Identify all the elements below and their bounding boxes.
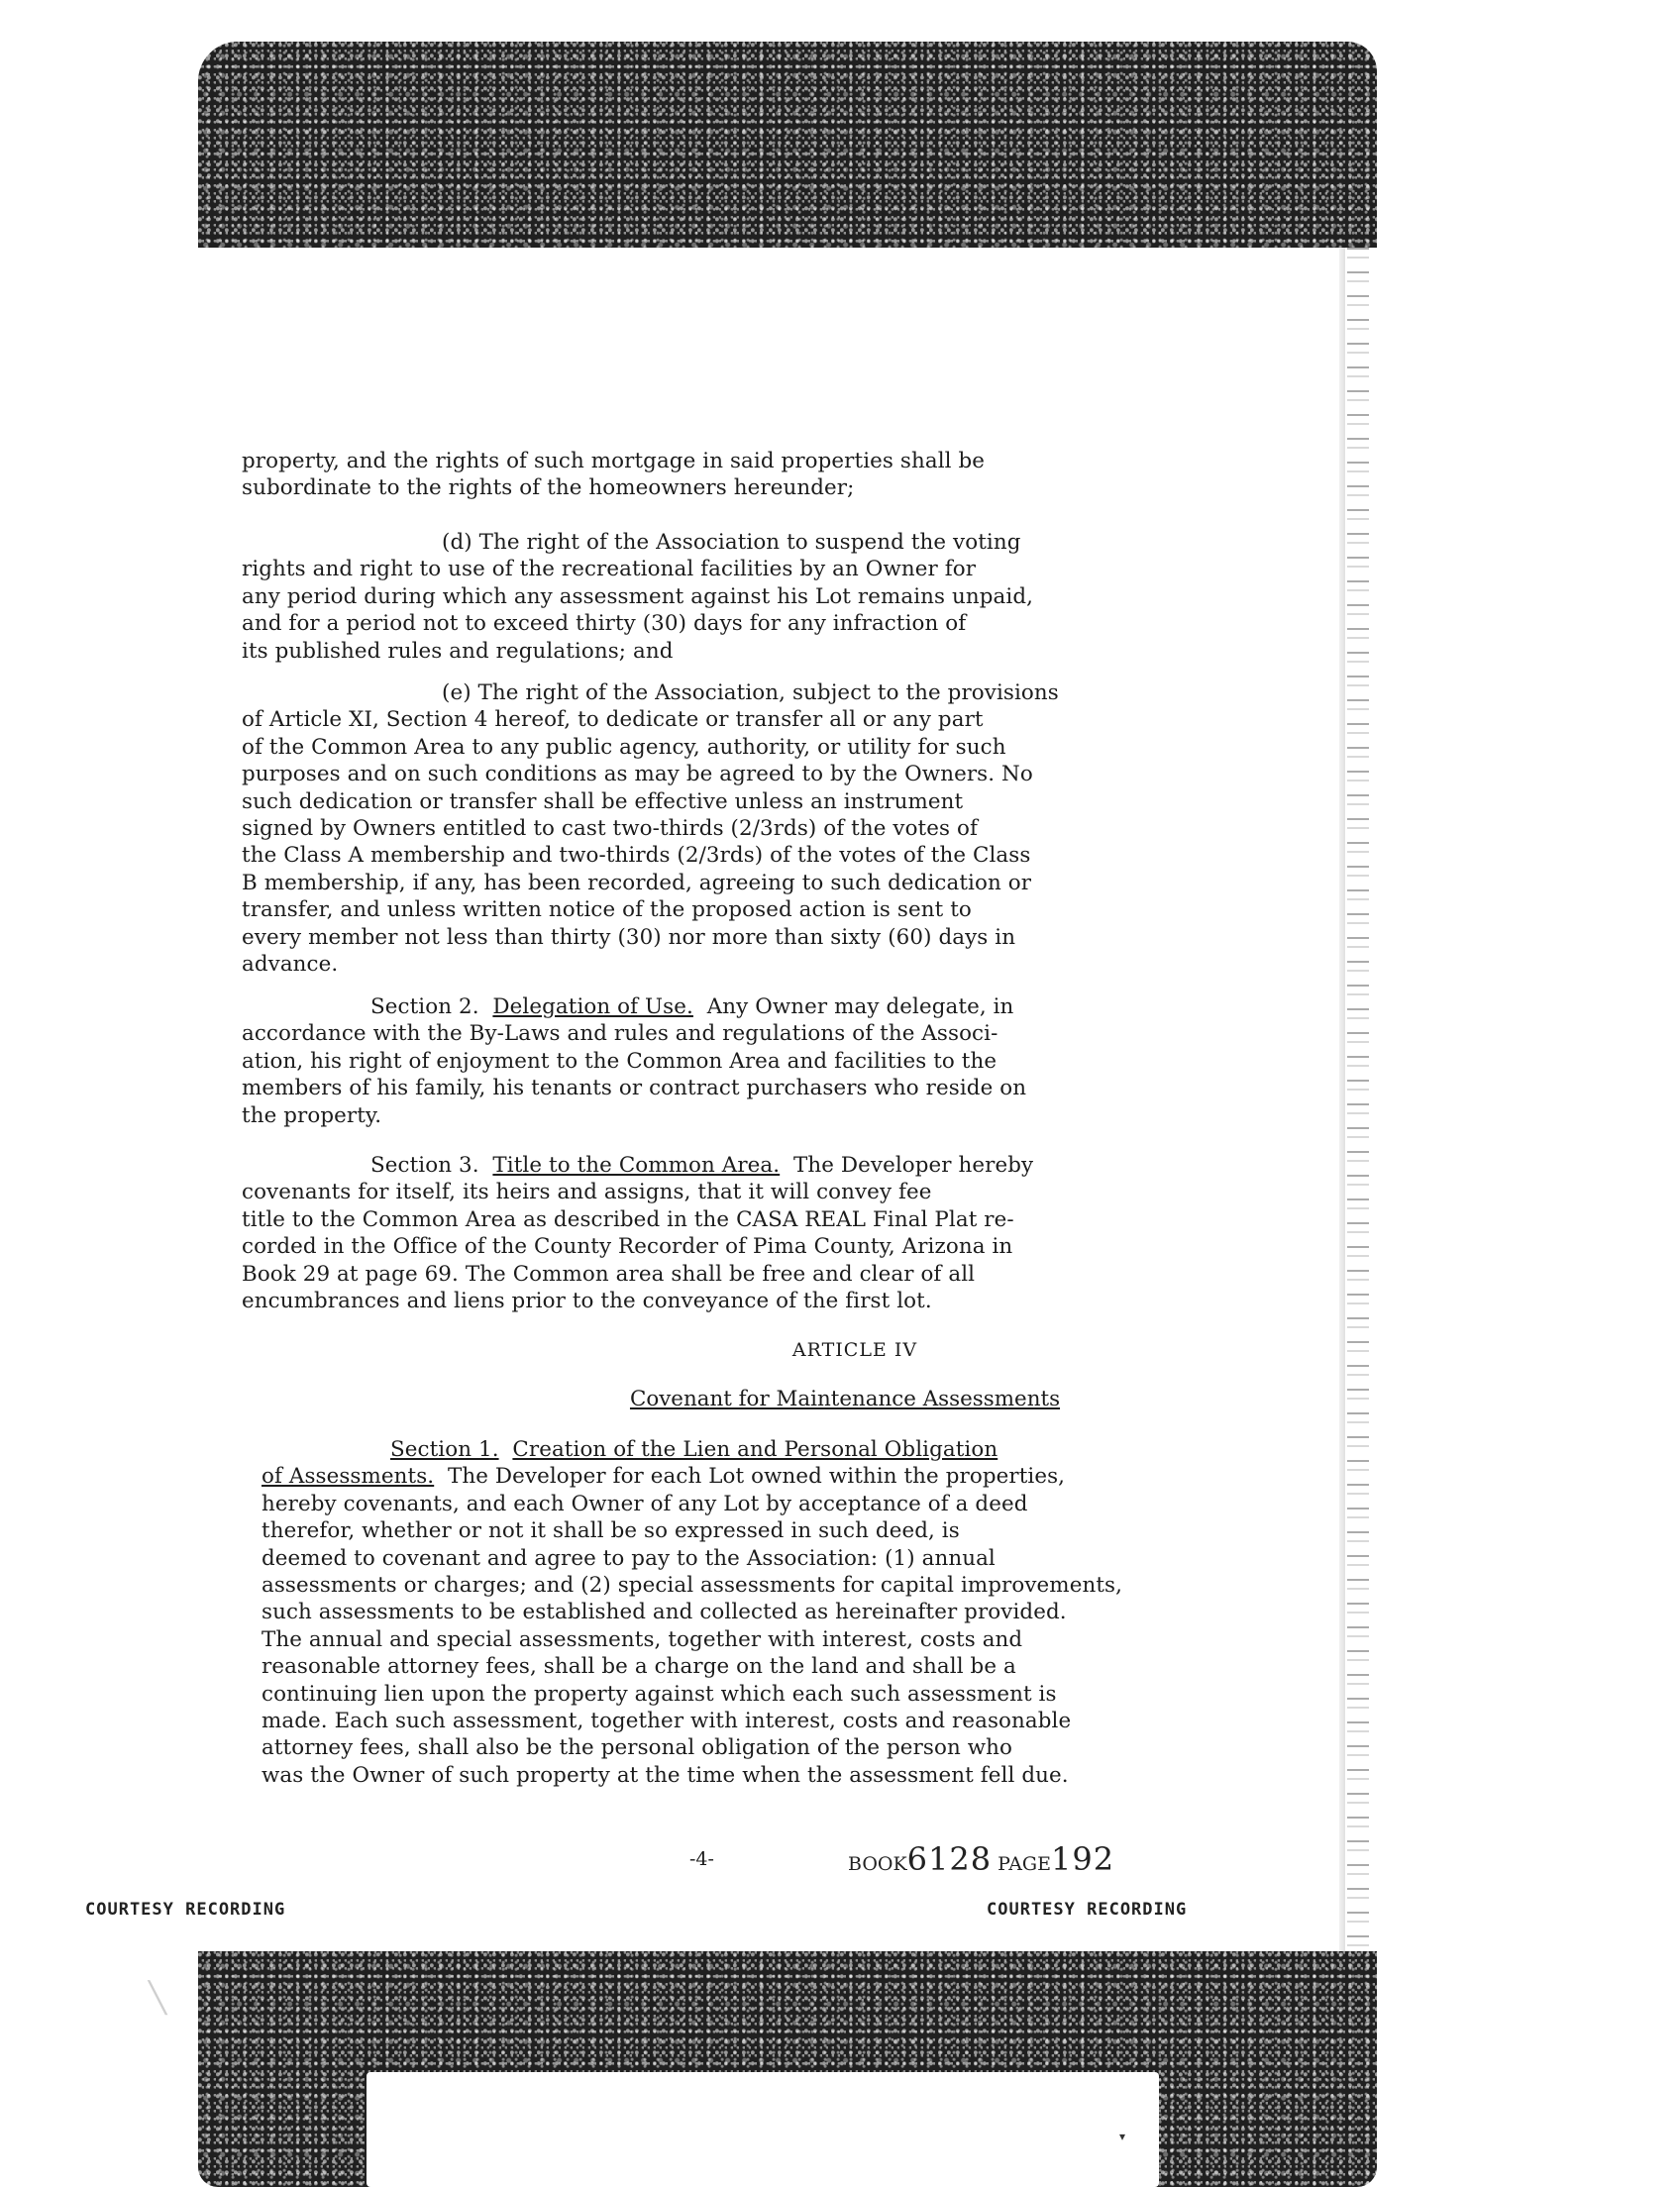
text-line: accordance with the By-Laws and rules and regulations of the Associ- <box>242 1021 998 1047</box>
text-line: every member not less than thirty (30) nor more than sixty (60) days in <box>242 924 1016 950</box>
section-number: Section 2. <box>370 994 479 1019</box>
article-heading-text: Covenant for Maintenance Assessments <box>629 1387 1061 1411</box>
page-label: PAGE <box>998 1853 1051 1875</box>
text-line: and for a period not to exceed thirty (30) days for any infraction of <box>242 611 967 637</box>
book-number: 6128 <box>906 1840 993 1878</box>
text-line: corded in the Office of the County Recorder of Pima County, Arizona in <box>242 1234 1013 1260</box>
text-line: subordinate to the rights of the homeowners hereunder; <box>242 475 855 501</box>
section-title-continued: of Assessments. <box>262 1464 435 1490</box>
text-line: The annual and special assessments, together with interest, costs and <box>262 1626 1023 1652</box>
text-line: made. Each such assessment, together with interest, costs and reasonable <box>262 1708 1072 1733</box>
section-heading-line <box>262 1436 1212 1463</box>
section-heading-line <box>242 1152 1193 1179</box>
text-line: (e) The right of the Association, subject to the provisions <box>442 680 1059 705</box>
scan-mark: ╲ <box>149 1981 167 2016</box>
text-line: encumbrances and liens prior to the conveyance of the first lot. <box>242 1288 932 1313</box>
section-heading-line <box>242 993 1193 1020</box>
article-heading <box>0 1387 1680 1411</box>
paragraph-property-rights <box>242 448 1193 502</box>
text-line: of Article XI, Section 4 hereof, to dedicate or transfer all or any part <box>242 707 984 733</box>
section-1-creation-of-lien <box>262 1436 1212 1789</box>
courtesy-recording-right: COURTESY RECORDING <box>987 1900 1188 1920</box>
text-line: rights and right to use of the recreational facilities by an Owner for <box>242 557 977 582</box>
page-number: -4- <box>689 1848 714 1870</box>
text-line: transfer, and unless written notice of the proposed action is sent to <box>242 897 972 923</box>
text-line: covenants for itself, its heirs and assigns, that it will convey fee <box>242 1180 932 1205</box>
text-run: The Developer for each Lot owned within the properties, <box>448 1464 1066 1490</box>
text-line: purposes and on such conditions as may be agreed to by the Owners. No <box>242 762 1033 787</box>
text-line: property, and the rights of such mortgage in said properties shall be <box>242 449 986 473</box>
scan-blank-area <box>367 2072 1159 2187</box>
text-line: hereby covenants, and each Owner of any Lot by acceptance of a deed <box>262 1491 1028 1516</box>
text-line: B membership, if any, has been recorded, agreeing to such dedication or <box>242 870 1032 895</box>
text-line: advance. <box>242 951 339 977</box>
text-line: Book 29 at page 69. The Common area shall be free and clear of all <box>242 1261 976 1287</box>
text-line: therefor, whether or not it shall be so expressed in such deed, is <box>262 1518 960 1544</box>
text-line: ation, his right of enjoyment to the Common Area and facilities to the <box>242 1048 998 1074</box>
text-line: such assessments to be established and collected as hereinafter provided. <box>262 1600 1067 1625</box>
text-line: the Class A membership and two-thirds (2/3rds) of the votes of the Class <box>242 843 1031 869</box>
text-line: attorney fees, shall also be the personal obligation of the person who <box>262 1735 1012 1761</box>
section-title: Delegation of Use. <box>492 994 693 1019</box>
text-line: of the Common Area to any public agency, authority, or utility for such <box>242 734 1006 760</box>
section-heading-line <box>262 1463 1212 1490</box>
text-line: members of his family, his tenants or contract purchasers who reside on <box>242 1076 1027 1101</box>
paragraph-suspend-voting <box>242 529 1193 665</box>
scan-noise-top <box>198 42 1377 248</box>
scan-speck: ▾ <box>1119 2130 1126 2143</box>
paragraph-dedicate-transfer <box>242 679 1193 978</box>
section-number: Section 1. <box>390 1437 499 1462</box>
courtesy-recording-left: COURTESY RECORDING <box>85 1900 286 1920</box>
page-shadow <box>1339 248 1345 1951</box>
text-run: The Developer hereby <box>792 1153 1034 1178</box>
text-line: title to the Common Area as described in the CASA REAL Final Plat re- <box>242 1206 1014 1232</box>
text-line: assessments or charges; and (2) special assessments for capital improvements, <box>262 1572 1122 1598</box>
text-line: any period during which any assessment against his Lot remains unpaid, <box>242 583 1034 609</box>
text-line: continuing lien upon the property against which each such assessment is <box>262 1681 1057 1707</box>
text-line: the property. <box>242 1102 382 1128</box>
text-line: deemed to covenant and agree to pay to the Association: (1) annual <box>262 1545 996 1571</box>
section-3-title-to-common-area <box>242 1152 1193 1314</box>
article-title: ARTICLE IV <box>791 1339 918 1361</box>
text-line: (d) The right of the Association to suspend the voting <box>442 530 1021 555</box>
book-label: BOOK <box>848 1853 907 1875</box>
book-page-stamp <box>848 1840 1114 1878</box>
section-title: Creation of the Lien and Personal Obligation <box>512 1437 998 1462</box>
text-line: was the Owner of such property at the time when the assessment fell due. <box>262 1762 1069 1788</box>
scan-edge-noise <box>1347 248 1369 1951</box>
text-run: Any Owner may delegate, in <box>706 994 1014 1019</box>
section-number: Section 3. <box>370 1153 479 1178</box>
section-title: Title to the Common Area. <box>492 1153 781 1178</box>
text-line: reasonable attorney fees, shall be a charge on the land and shall be a <box>262 1654 1016 1680</box>
text-line: its published rules and regulations; and <box>242 638 674 664</box>
text-line: signed by Owners entitled to cast two-thirds (2/3rds) of the votes of <box>242 815 978 841</box>
text-line: such dedication or transfer shall be effective unless an instrument <box>242 788 964 814</box>
section-2-delegation-of-use <box>242 993 1193 1129</box>
page-value: 192 <box>1050 1840 1115 1878</box>
